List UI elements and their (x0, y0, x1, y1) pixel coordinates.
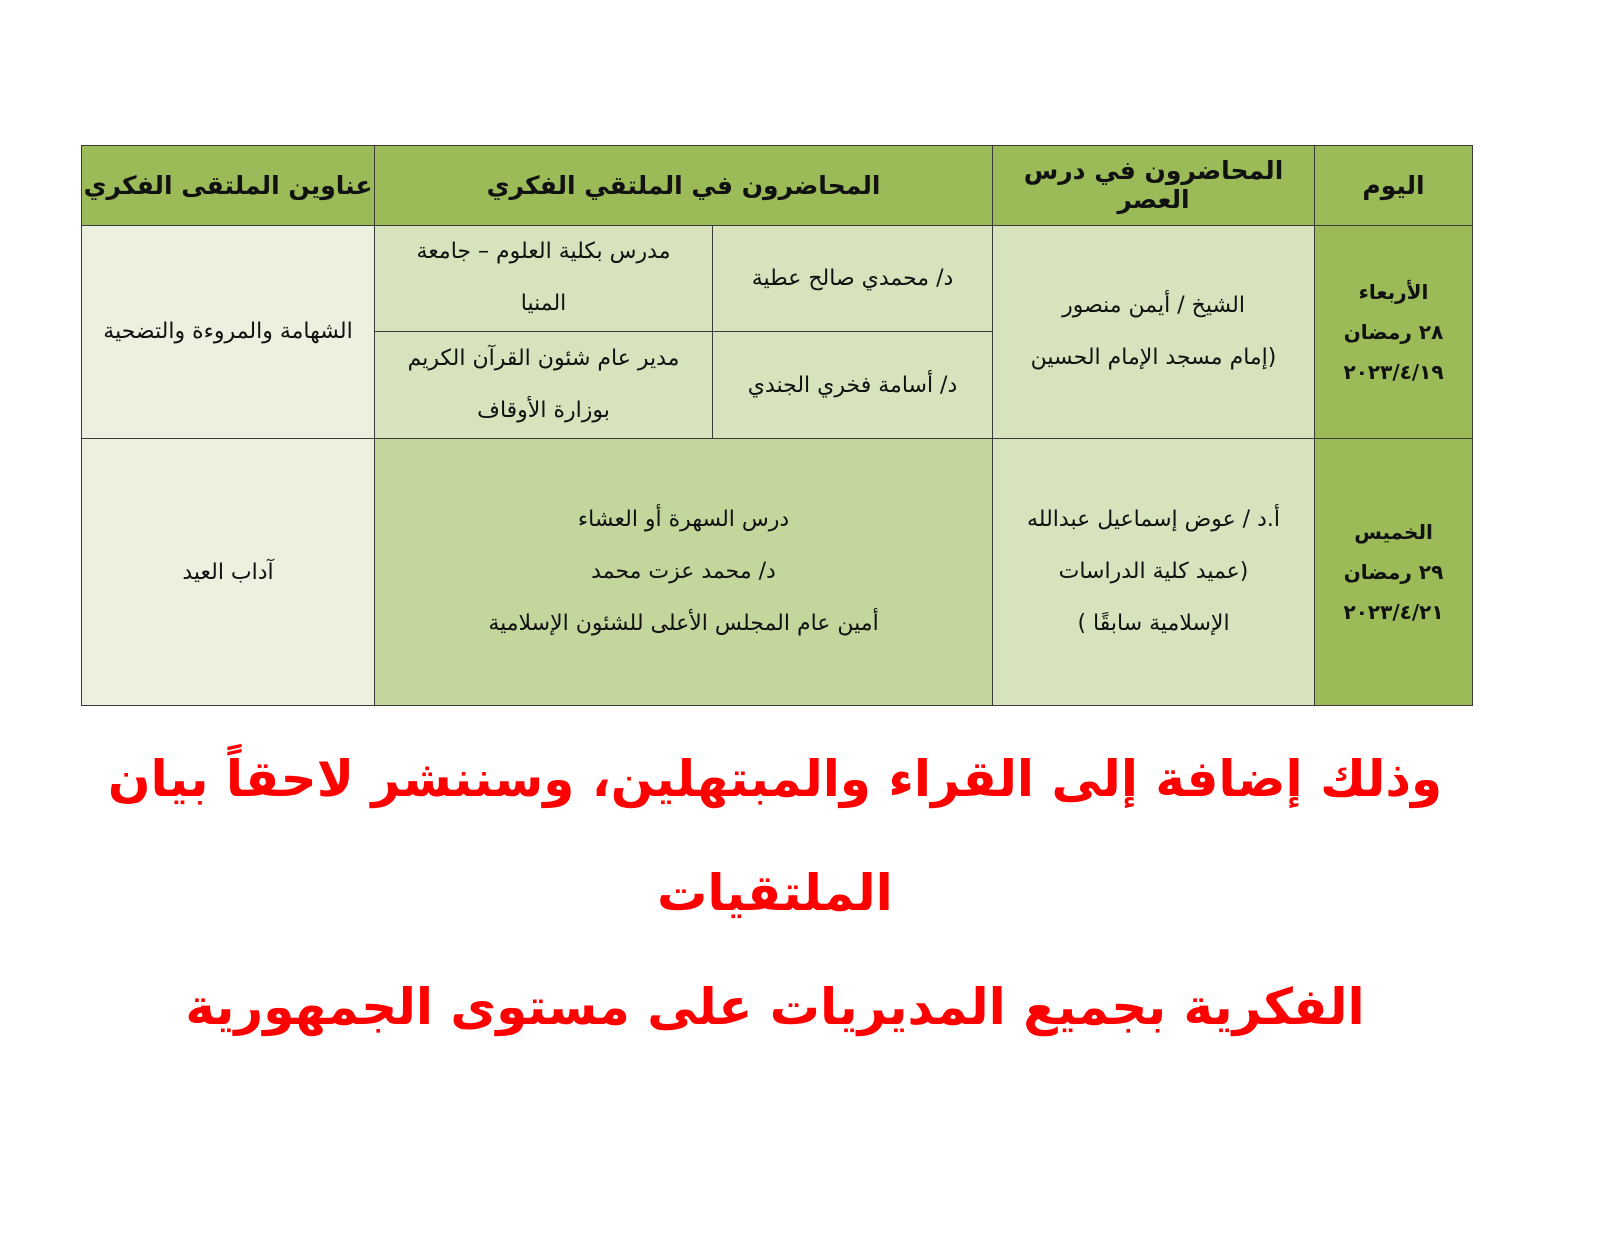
speaker-role-line: مدرس بكلية العلوم – جامعة (416, 239, 671, 265)
speaker-role-line: المنيا (520, 291, 567, 317)
header-day: اليوم (1315, 146, 1473, 226)
day-name: الأربعاء (1358, 279, 1429, 304)
asr-lecturer-cell (993, 439, 1315, 706)
forum-topic: الشهامة والمروءة والتضحية (82, 225, 375, 439)
asr-lecturer-cell (993, 225, 1315, 439)
day-hijri: ٢٨ رمضان (1343, 319, 1444, 344)
header-asr-lecturers: المحاضرون في درس العصر (993, 146, 1315, 226)
day-cell-wednesday (1315, 225, 1473, 439)
asr-lecturer-title: (إمام مسجد الإمام الحسين (1030, 344, 1277, 370)
day-date: ٢٠٢٣/٤/١٩ (1343, 359, 1444, 384)
day-hijri: ٢٩ رمضان (1343, 560, 1444, 585)
forum-lecturer-name: د/ محمد عزت محمد (591, 559, 776, 585)
speaker-name: د/ أسامة فخري الجندي (713, 332, 993, 439)
asr-lecturer-title: (عميد كلية الدراسات (1058, 559, 1249, 585)
notice-text (60, 722, 1490, 1064)
header-row (82, 146, 1473, 226)
forum-lecturer-role: أمين عام المجلس الأعلى للشئون الإسلامية (488, 611, 879, 637)
asr-lecturer-name: أ.د / عوض إسماعيل عبدالله (1027, 507, 1280, 533)
speaker-role-line: مدير عام شئون القرآن الكريم (407, 346, 680, 372)
speaker-role-line: بوزارة الأوقاف (477, 398, 610, 424)
forum-lesson-title: درس السهرة أو العشاء (577, 507, 790, 533)
header-forum-titles: عناوين الملتقى الفكري (82, 146, 375, 226)
schedule-table (81, 145, 1473, 706)
day-name: الخميس (1354, 520, 1433, 545)
forum-lecturer-merged-cell (375, 439, 993, 706)
asr-lecturer-title: الإسلامية سابقًا ) (1077, 611, 1230, 637)
asr-lecturer-name: الشيخ / أيمن منصور (1062, 292, 1245, 318)
notice-line: وذلك إضافة إلى القراء والمبتهلين، وسننشر لاحقاً بيان الملتقيات (107, 750, 1443, 922)
table-row-wednesday-a (82, 225, 1473, 332)
table-row-thursday (82, 439, 1473, 706)
speaker-role (375, 225, 713, 332)
speaker-name: د/ محمدي صالح عطية (713, 225, 993, 332)
speaker-role (375, 332, 713, 439)
day-cell-thursday (1315, 439, 1473, 706)
day-date: ٢٠٢٣/٤/٢١ (1343, 600, 1444, 625)
forum-topic: آداب العيد (82, 439, 375, 706)
header-forum-lecturers: المحاضرون في الملتقي الفكري (375, 146, 993, 226)
notice-line: الفكرية بجميع المديريات على مستوى الجمهورية (185, 978, 1365, 1036)
